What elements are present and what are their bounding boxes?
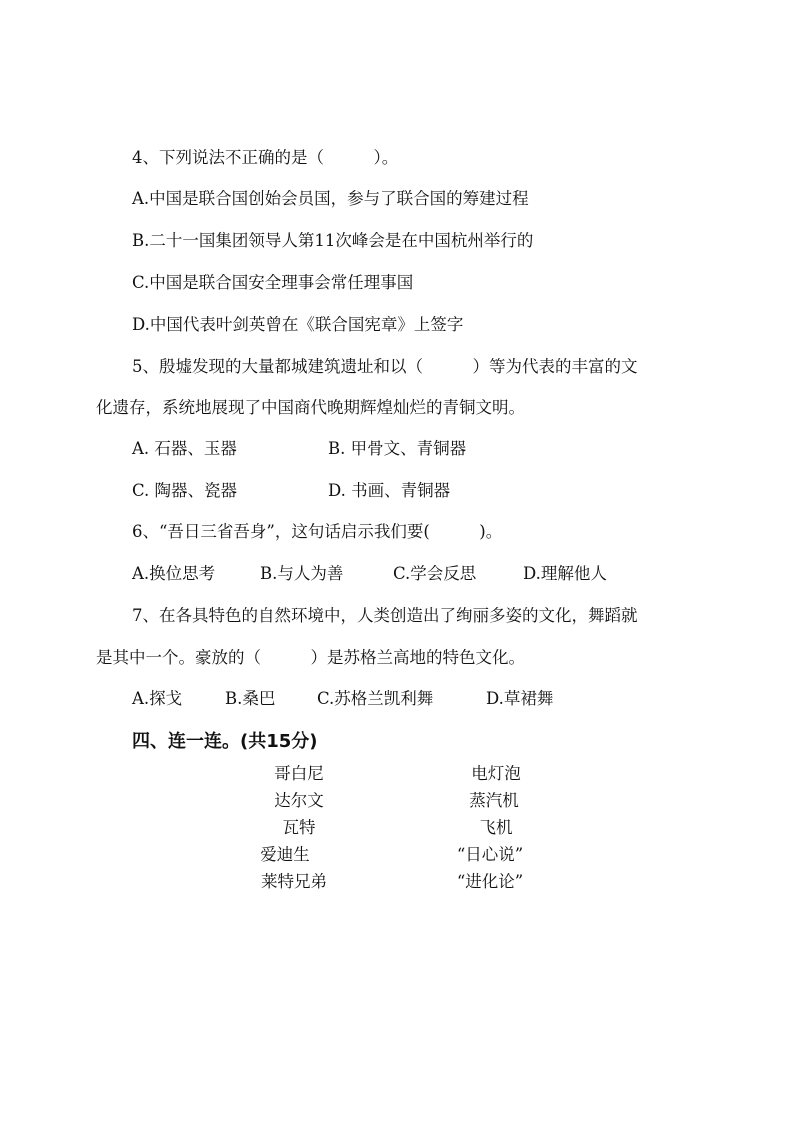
question-5-option-b: B. 甲骨文、青铜器 xyxy=(328,439,467,458)
question-4-option-b: B.二十一国集团领导人第11次峰会是在中国杭州举行的 xyxy=(132,231,534,250)
question-5-option-c: C. 陶器、瓷器 xyxy=(132,481,238,500)
question-4-option-a: A.中国是联合国创始会员国，参与了联合国的筹建过程 xyxy=(132,189,529,208)
question-7-option-c: C.苏格兰凯利舞 xyxy=(317,689,434,708)
question-7-options-row xyxy=(132,689,553,709)
match-right-item: “日心说” xyxy=(456,845,524,864)
question-4-stem: 4、下列说法不正确的是（ ）。 xyxy=(132,148,399,167)
question-7-stem: 7、在各具特色的自然环境中，人类创造出了绚丽多姿的文化，舞蹈就 xyxy=(132,606,638,625)
question-5-option-a: A. 石器、玉器 xyxy=(132,439,237,458)
match-left-item: 爱迪生 xyxy=(260,845,310,864)
question-7-option-b: B.桑巴 xyxy=(225,689,276,708)
question-6-option-b: B.与人为善 xyxy=(260,564,344,583)
question-5-options-row-2 xyxy=(132,481,450,501)
question-5-stem: 5、殷墟发现的大量都城建筑遗址和以（ ）等为代表的丰富的文 xyxy=(132,357,638,376)
question-6-option-d: D.理解他人 xyxy=(523,564,607,583)
question-5-option-d: D. 书画、青铜器 xyxy=(328,481,451,500)
match-left-item: 莱特兄弟 xyxy=(261,872,327,891)
question-5-stem-continued: 化遗存，系统地展现了中国商代晚期辉煌灿烂的青铜文明。 xyxy=(96,398,525,417)
section-title: 四、连一连。(共15分) xyxy=(132,731,318,752)
match-right-item: “进化论” xyxy=(456,872,524,891)
question-7-option-d: D.草裙舞 xyxy=(486,689,554,708)
question-6-option-c: C.学会反思 xyxy=(393,564,477,583)
match-left-item: 瓦特 xyxy=(282,818,316,837)
question-7-option-a: A.探戈 xyxy=(132,689,183,708)
question-6-stem: 6、“吾日三省吾身”，这句话启示我们要( )。 xyxy=(132,522,503,541)
question-7-stem-continued: 是其中一个。豪放的（ ）是苏格兰高地的特色文化。 xyxy=(96,648,525,667)
question-4-option-d: D.中国代表叶剑英曾在《联合国宪章》上签字 xyxy=(132,315,464,334)
match-right-item: 电灯泡 xyxy=(471,764,521,783)
question-4-option-c: C.中国是联合国安全理事会常任理事国 xyxy=(132,273,414,292)
match-right-item: 飞机 xyxy=(479,818,513,837)
question-5-options-row-1 xyxy=(132,439,466,459)
question-6-options-row xyxy=(132,564,607,584)
question-6-option-a: A.换位思考 xyxy=(132,564,216,583)
match-left-item: 哥白尼 xyxy=(274,764,324,783)
match-right-item: 蒸汽机 xyxy=(469,791,519,810)
match-left-item: 达尔文 xyxy=(274,791,324,810)
